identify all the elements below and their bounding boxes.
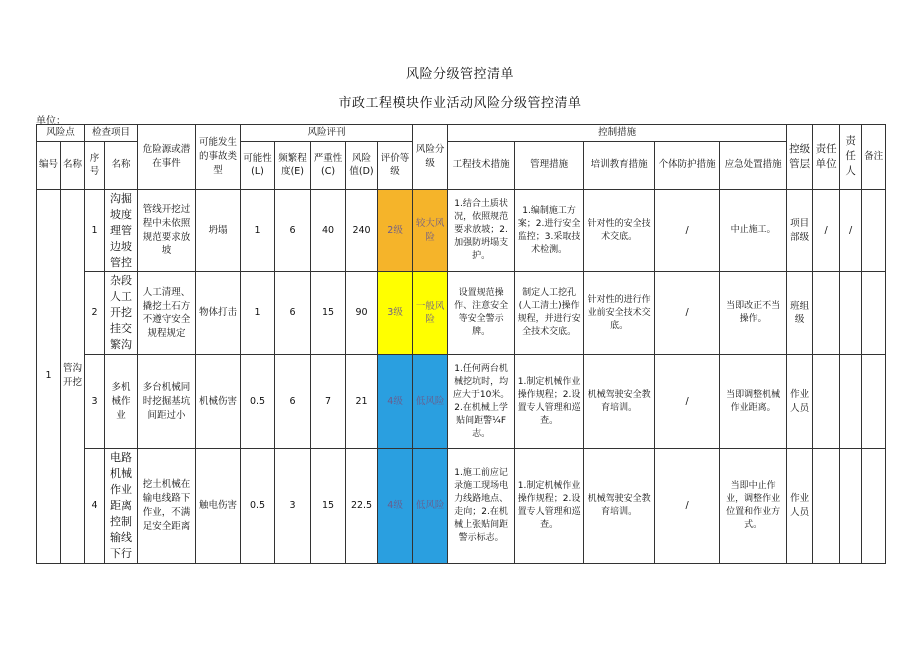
row-remark: [862, 272, 886, 355]
row-risk-grade: 一般风险: [413, 272, 448, 355]
row-eval-level: 4级: [378, 449, 413, 564]
row-eval-level: 3级: [378, 272, 413, 355]
row-likelihood: 0.5: [241, 355, 275, 449]
row-resp-person: [840, 355, 862, 449]
header-risk-value: 风险值(D): [346, 141, 378, 189]
row-risk-value: 22.5: [346, 449, 378, 564]
row-management: 1.编制施工方案；2.进行安全监控；3.采取技术检测。: [515, 189, 584, 272]
table-row: [37, 449, 886, 564]
row-risk-grade: 低风险: [413, 449, 448, 564]
row-engineering: 设置规范操作、注意安全等安全警示牌。: [448, 272, 515, 355]
row-emergency: 当即改正不当操作。: [720, 272, 787, 355]
row-risk-value: 21: [346, 355, 378, 449]
row-frequency: 3: [275, 449, 311, 564]
row-seq: 4: [85, 449, 105, 564]
row-ppe: /: [655, 272, 720, 355]
row-frequency: 6: [275, 189, 311, 272]
row-risk-value: 240: [346, 189, 378, 272]
row-training: 针对性的进行作业前安全技术交底。: [584, 272, 655, 355]
row-seq: 3: [85, 355, 105, 449]
row-emergency: 当即调整机械作业距离。: [720, 355, 787, 449]
table-row: [37, 272, 886, 355]
row-risk-value: 90: [346, 272, 378, 355]
header-check-item: 检查项目: [85, 125, 138, 142]
header-name: 名称: [61, 141, 85, 189]
row-engineering: 1.任何两台机械挖坑时，均应大于10米。2.在机械上学贴间距警¼F志。: [448, 355, 515, 449]
row-likelihood: 1: [241, 272, 275, 355]
header-engineering: 工程技术措施: [448, 141, 515, 189]
header-resp-unit: 责任单位: [813, 125, 840, 190]
header-hazard: 危险源或潜在事件: [138, 125, 196, 190]
row-risk-grade: 低风险: [413, 355, 448, 449]
row-management: 1.制定机械作业操作规程；2.设置专人管理和巡查。: [515, 355, 584, 449]
row-risk-grade: 较大风险: [413, 189, 448, 272]
row-likelihood: 1: [241, 189, 275, 272]
document-title: 风险分级管控清单: [405, 67, 514, 82]
row-hazard: 多台机械同时挖掘基坑间距过小: [138, 355, 196, 449]
row-emergency: 中止施工。: [720, 189, 787, 272]
row-resp-unit: [813, 449, 840, 564]
row-frequency: 6: [275, 355, 311, 449]
risk-control-table: [36, 124, 886, 564]
row-resp-unit: [813, 272, 840, 355]
row-emergency: 当即中止作业，调整作业位置和作业方式。: [720, 449, 787, 564]
header-item-name: 名称: [105, 141, 138, 189]
header-accident-type: 可能发生的事故类型: [196, 125, 241, 190]
row-seq: 2: [85, 272, 105, 355]
header-control-level: 控级管层: [787, 125, 813, 190]
header-risk-point: 风险点: [37, 125, 85, 142]
row-severity: 15: [311, 449, 346, 564]
row-remark: [862, 355, 886, 449]
row-eval-level: 4级: [378, 355, 413, 449]
header-likelihood: 可能性(L): [241, 141, 275, 189]
row-management: 1.制定机械作业操作规程；2.设置专人管理和巡查。: [515, 449, 584, 564]
row-accident: 触电伤害: [196, 449, 241, 564]
row-resp-unit: /: [813, 189, 840, 272]
row-accident: 机械伤害: [196, 355, 241, 449]
row-ppe: /: [655, 189, 720, 272]
row-eval-level: 2级: [378, 189, 413, 272]
header-remark: 备注: [862, 125, 886, 190]
row-control-level: 项目部级: [787, 189, 813, 272]
header-control: 控制措施: [448, 125, 787, 142]
row-training: 机械驾驶安全教育培训。: [584, 449, 655, 564]
row-hazard: 挖土机械在输电线路下作业，不满足安全距离: [138, 449, 196, 564]
row-severity: 7: [311, 355, 346, 449]
header-ppe: 个体防护措施: [655, 141, 720, 189]
table-row: [37, 189, 886, 272]
row-training: 机械驾驶安全教育培训。: [584, 355, 655, 449]
header-severity: 严重性(C): [311, 141, 346, 189]
row-seq: 1: [85, 189, 105, 272]
header-row-top: [37, 125, 886, 142]
row-ppe: /: [655, 449, 720, 564]
row-item: 杂段人工开挖挂交繁沟: [105, 272, 138, 355]
row-training: 针对性的安全技术交底。: [584, 189, 655, 272]
row-severity: 40: [311, 189, 346, 272]
header-seq: 序号: [85, 141, 105, 189]
row-severity: 15: [311, 272, 346, 355]
row-control-level: 作业人员: [787, 355, 813, 449]
header-code: 编号: [37, 141, 61, 189]
header-management: 管理措施: [515, 141, 584, 189]
row-resp-unit: [813, 355, 840, 449]
row-remark: [862, 449, 886, 564]
row-accident: 物体打击: [196, 272, 241, 355]
row-frequency: 6: [275, 272, 311, 355]
row-item: 沟掘坡度理管边坡管控: [105, 189, 138, 272]
row-management: 制定人工挖孔(人工清土)操作规程，并进行安全技术交底。: [515, 272, 584, 355]
row-resp-person: [840, 449, 862, 564]
unit-label: 单位：: [36, 116, 66, 127]
row-likelihood: 0.5: [241, 449, 275, 564]
group-code: 1: [37, 189, 61, 563]
row-remark: [862, 189, 886, 272]
header-eval-level: 评价等级: [378, 141, 413, 189]
header-risk-level: 风险分级: [413, 125, 448, 190]
table-row: [37, 355, 886, 449]
row-control-level: 班组级: [787, 272, 813, 355]
group-name: 管沟开挖: [61, 189, 85, 563]
header-frequency: 频繁程度(E): [275, 141, 311, 189]
row-resp-person: [840, 272, 862, 355]
header-training: 培训教育措施: [584, 141, 655, 189]
header-emergency: 应急处置措施: [720, 141, 787, 189]
document-subtitle: 市政工程模块作业活动风险分级管控清单: [338, 96, 582, 111]
row-item: 多机械作业: [105, 355, 138, 449]
row-ppe: /: [655, 355, 720, 449]
header-resp-person: 责任人: [840, 125, 862, 190]
row-hazard: 管线开挖过程中未依照规范要求放坡: [138, 189, 196, 272]
row-control-level: 作业人员: [787, 449, 813, 564]
row-item: 电路机械作业距离控制输线下行: [105, 449, 138, 564]
row-engineering: 1.施工前应记录施工现场电力线路地点、走向；2.在机械上张贴间距警示标志。: [448, 449, 515, 564]
row-hazard: 人工清理、撬挖土石方不遵守安全规程规定: [138, 272, 196, 355]
row-engineering: 1.结合土质状况，依照规范要求放坡；2.加强防坍塌支护。: [448, 189, 515, 272]
row-accident: 坍塌: [196, 189, 241, 272]
row-resp-person: /: [840, 189, 862, 272]
header-risk-eval: 风险评刊: [241, 125, 413, 142]
